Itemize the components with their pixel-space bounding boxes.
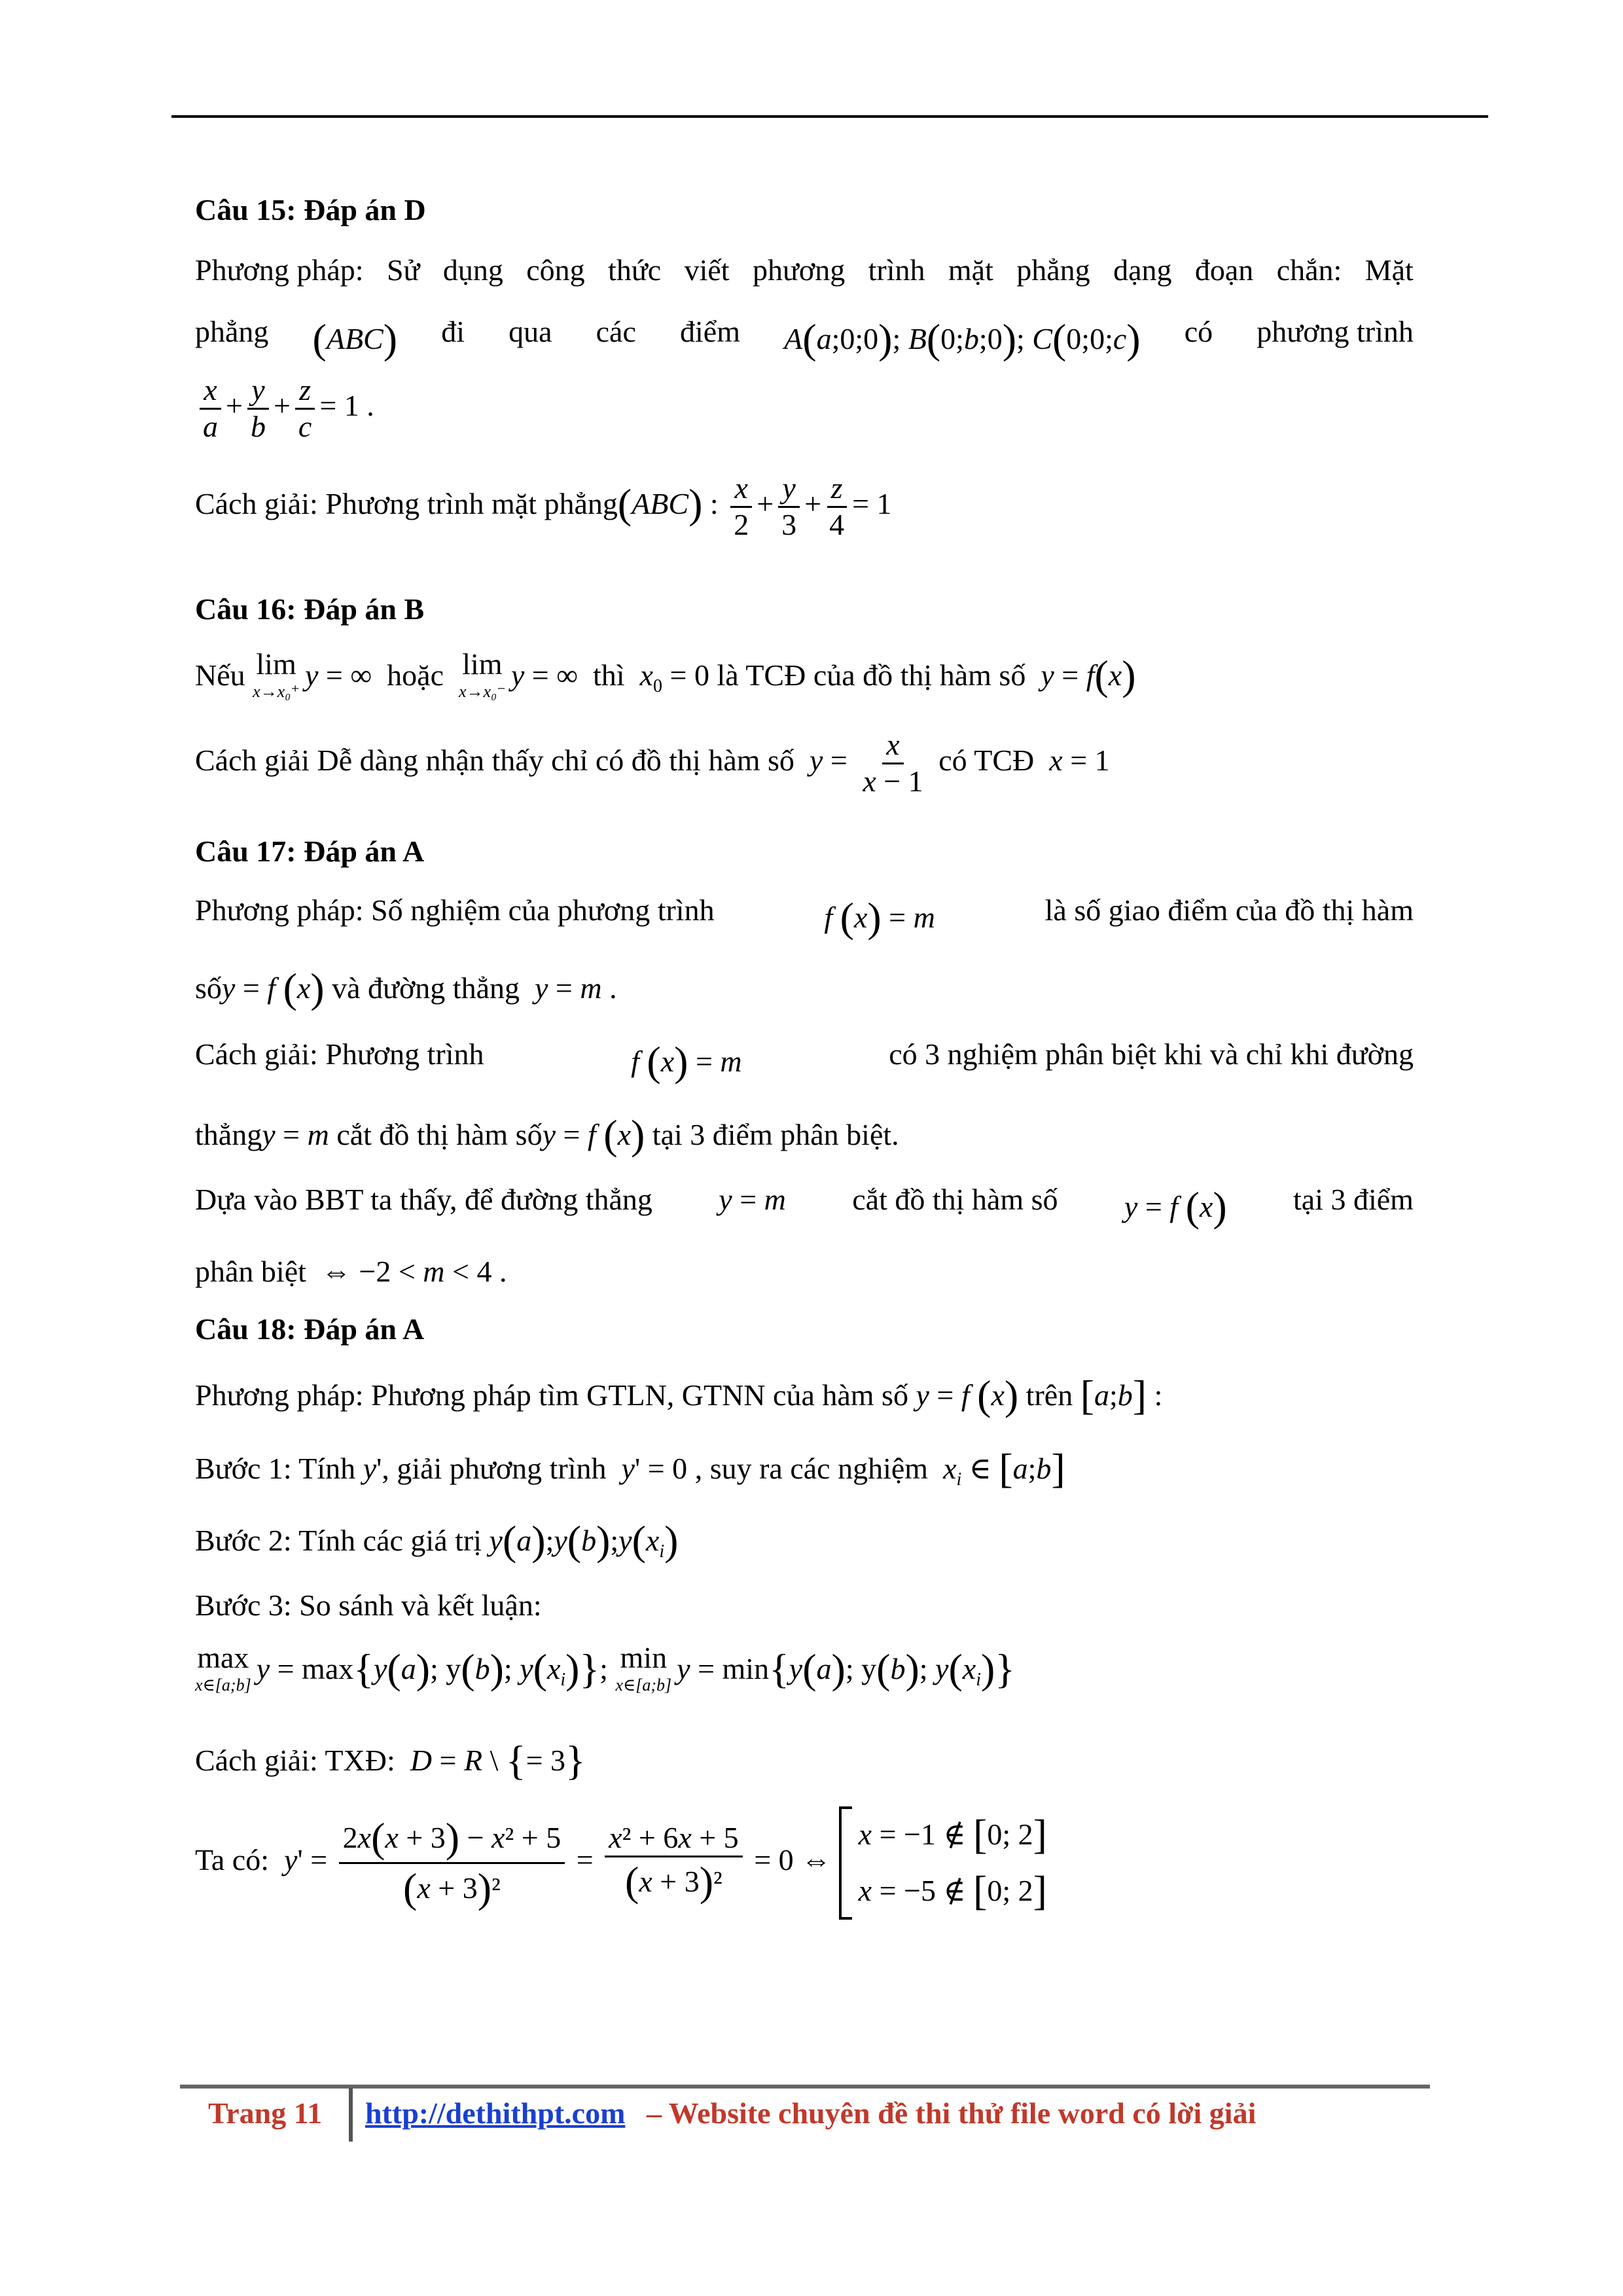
q18-step2: Bước 2: Tính các giá trị $y(a);y(b);y(x_i)$ (195, 1517, 679, 1564)
q18-heading: Câu 18: Đáp án A (195, 1312, 425, 1346)
q18-step3: Bước 3: So sánh và kết luận: (195, 1588, 542, 1622)
q16-solution: Cách giải Dễ dàng nhận thấy chỉ có đồ thị hàm số y = $\frac{x}{x - 1}$ có TCĐ x = 1 (195, 728, 1110, 798)
q17-bbt-line2: phân biệt ⇔ −2 < m < 4 . (195, 1255, 507, 1288)
q18-step1: Bước 1: Tính y', giải phương trình y' = 0 , suy ra các nghiệm $x_i$ ∈ [a;b] (195, 1445, 1065, 1492)
footer-website-link[interactable]: http://dethithpt.com (365, 2096, 626, 2130)
q17-bbt-line1: Dựa vào BBT ta thấy, để đường thẳng y = m cắt đồ thị hàm số y = f (x) tại 3 điểm (195, 1183, 1414, 1230)
solution-system: x = −1 ∉ [0; 2] x = −5 ∉ [0; 2] (839, 1806, 1047, 1920)
formula-intercept-general: $\frac{x}{a}$ + $\frac{y}{b}$ + $\frac{z}{c}$ = 1 . (195, 373, 374, 444)
q18-maxmin-formula: max x∈[a;b] y = max{y(a); y(b); $y(x_i)$}; min x∈[a;b] y = min{y(a); y(b); $y(x_i)$} (195, 1641, 1015, 1695)
header-rule (171, 115, 1488, 118)
q15-method-line2: phẳng (ABC) đi qua các điểm A(a;0;0); B(0;b;0); C(0;0;c) có phương trình (195, 313, 1414, 365)
q15-solution: Cách giải: Phương trình mặt phẳng(ABC) : $\frac{x}{2}$ + $\frac{y}{3}$ + $\frac{z}{4}$ = 1 (195, 471, 892, 541)
footer-rule (180, 2085, 1430, 2089)
q15-method-line1: Phương pháp: Sử dụng công thức viết phương trình mặt phẳng dạng đoạn chắn: Mặt (195, 253, 1414, 287)
formula-plane-abc: (ABC) (312, 315, 398, 362)
footer-page-number: Trang 11 (208, 2096, 323, 2130)
q15-heading: Câu 15: Đáp án D (195, 193, 426, 226)
formula-points: A(a;0;0); B(0;b;0); C(0;0;c) (784, 315, 1141, 362)
q18-txd: Cách giải: TXĐ: D = R \ {= 3} (195, 1737, 586, 1784)
q17-method-line2: sốy = f (x) và đường thẳng y = m . (195, 965, 617, 1011)
footer-separator (349, 2088, 353, 2142)
q16-heading: Câu 16: Đáp án B (195, 592, 425, 626)
footer-description: – Website chuyên đề thi thử file word có lời giải (647, 2096, 1257, 2130)
q16-statement: Nếu lim x→x₀⁺ y = ∞ hoặc lim x→x₀⁻ y = ∞ thì $x_0 = 0$ là TCĐ của đồ thị hàm số y = f(x) (195, 647, 1136, 701)
q17-method-line1: Phương pháp: Số nghiệm của phương trình f (x) = m là số giao điểm của đồ thị hàm (195, 893, 1414, 941)
q18-derivative: Ta có: y' = $\frac{\text{2x(x + 3) − x² + 5}}{\text{(x + 3)²}}$ = $\frac{\text{x² + 6x + 5}}{\text{(x + 3)²}}$ = 0 ⇔ x = −1 ∉ [0; 2] x = −5 ∉ [0; 2] (195, 1806, 1047, 1920)
q17-solution-line2: thẳngy = m cắt đồ thị hàm sốy = f (x) tại 3 điểm phân biệt. (195, 1111, 899, 1158)
q17-heading: Câu 17: Đáp án A (195, 834, 425, 868)
q18-method: Phương pháp: Phương pháp tìm GTLN, GTNN của hàm số y = f (x) trên [a;b] : (195, 1372, 1163, 1418)
q17-solution-line1: Cách giải: Phương trình f (x) = m có 3 nghiệm phân biệt khi và chỉ khi đường (195, 1037, 1414, 1085)
